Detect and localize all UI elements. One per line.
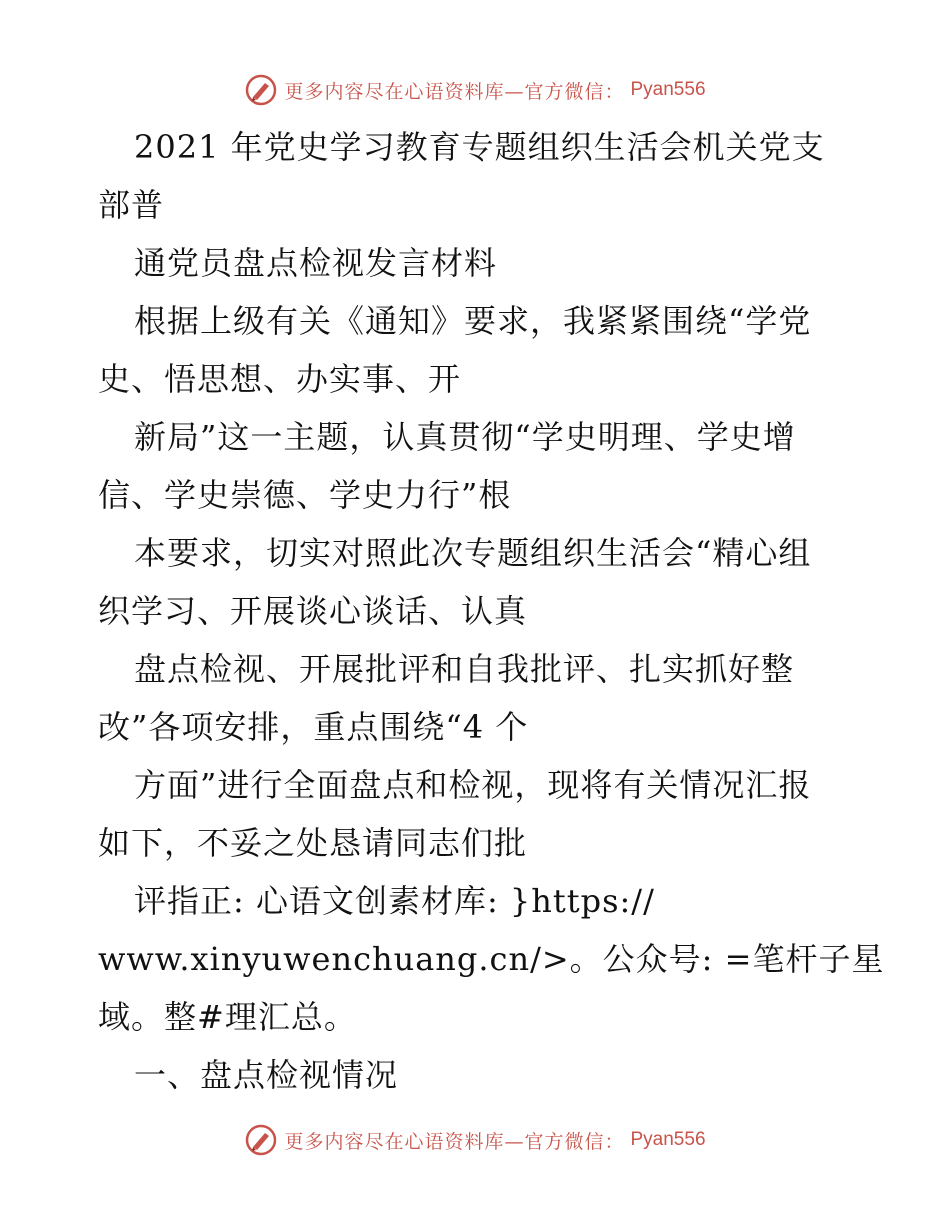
text-line: 新局”这一主题，认真贯彻“学史明理、学史增 [134,418,796,456]
text-line: 根据上级有关《通知》要求，我紧紧围绕“学党 [134,302,812,340]
watermark-text: 更多内容尽在心语资料库—官方微信： [284,80,625,103]
text-line: 本要求，切实对照此次专题组织生活会“精心组 [134,534,812,572]
text-line: 评指正: 心语文创素材库: }https:// [134,882,655,920]
writing-hand-logo-icon [244,1123,278,1157]
text-line: 信、学史崇德、学史力行”根 [98,476,512,514]
text-line: 如下，不妥之处恳请同志们批 [98,824,528,862]
watermark-header [0,70,950,110]
text-line: 2021 年党史学习教育专题组织生活会机关党支 [134,128,825,166]
text-line: 史、悟思想、办实事、开 [98,360,462,398]
watermark-text: 更多内容尽在心语资料库—官方微信： [284,1130,625,1153]
text-line: 方面”进行全面盘点和检视，现将有关情况汇报 [134,766,812,804]
watermark-footer [0,1120,950,1160]
text-line: 通党员盘点检视发言材料 [134,244,498,282]
text-line: 织学习、开展谈心谈话、认真 [98,592,528,630]
text-line: www.xinyuwenchuang.cn/>。公众号: =笔杆子星 [98,940,885,978]
text-line: 域。整#理汇总。 [98,998,357,1036]
writing-hand-logo-icon [244,73,278,107]
document-body [98,118,885,1104]
section-heading: 一、盘点检视情况 [134,1056,399,1094]
text-line: 盘点检视、开展批评和自我批评、扎实抓好整 [134,650,795,688]
watermark-wechat-id: Pyan556 [630,1129,706,1150]
watermark-wechat-id: Pyan556 [630,79,706,100]
text-line: 改”各项安排，重点围绕“4 个 [98,708,529,746]
text-line: 部普 [98,186,165,224]
